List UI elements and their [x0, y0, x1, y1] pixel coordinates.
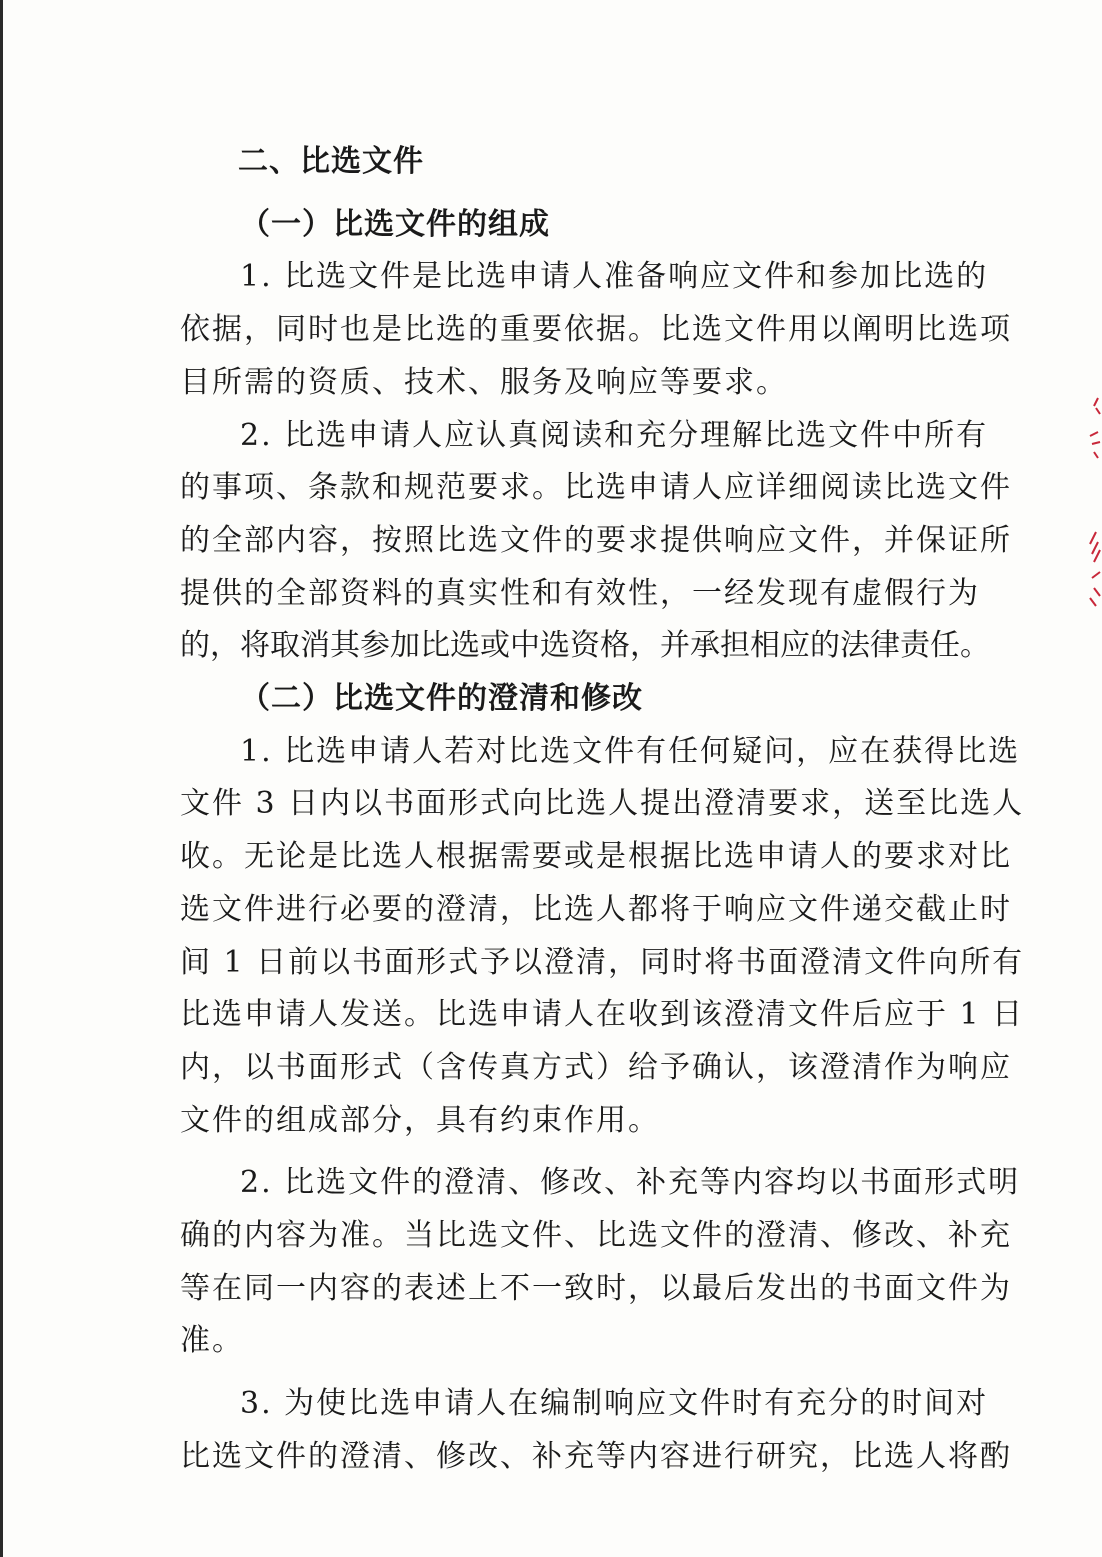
section-heading: 二、比选文件 — [238, 144, 424, 179]
text-line: 3. 为使比选申请人在编制响应文件时有充分的时间对 — [240, 1386, 989, 1422]
text-line: 的事项、条款和规范要求。比选申请人应详细阅读比选文件 — [180, 470, 1012, 506]
text-line: 1. 比选文件是比选申请人准备响应文件和参加比选的 — [240, 259, 989, 295]
text-line: 文件 3 日内以书面形式向比选人提出澄清要求，送至比选人 — [180, 786, 1025, 822]
text-line: 依据，同时也是比选的重要依据。比选文件用以阐明比选项 — [180, 312, 1012, 348]
text-line: 2. 比选文件的澄清、修改、补充等内容均以书面形式明 — [240, 1165, 1021, 1201]
text-line: 2. 比选申请人应认真阅读和充分理解比选文件中所有 — [240, 417, 989, 453]
red-seal-fragment — [1084, 392, 1102, 612]
paragraph — [180, 410, 1012, 674]
text-line: 比选文件的澄清、修改、补充等内容进行研究，比选人将酌 — [180, 1438, 1012, 1474]
text-line: 收。无论是比选人根据需要或是根据比选申请人的要求对比 — [180, 839, 1012, 875]
paragraph — [180, 1157, 1021, 1368]
subsection-heading: （一）比选文件的组成 — [240, 206, 550, 242]
paragraph — [180, 726, 1025, 1148]
text-line: 1. 比选申请人若对比选文件有任何疑问，应在获得比选 — [240, 733, 1021, 769]
paragraph — [180, 1378, 1012, 1483]
text-line: 确的内容为准。当比选文件、比选文件的澄清、修改、补充 — [180, 1218, 1012, 1254]
text-line: 准。 — [180, 1323, 244, 1359]
text-line: 比选申请人发送。比选申请人在收到该澄清文件后应于 1 日 — [180, 997, 1025, 1033]
text-line: 文件的组成部分，具有约束作用。 — [180, 1102, 660, 1138]
text-line: 选文件进行必要的澄清，比选人都将于响应文件递交截止时 — [180, 891, 1012, 927]
text-line: 内，以书面形式（含传真方式）给予确认，该澄清作为响应 — [180, 1049, 1012, 1085]
scan-edge — [0, 0, 3, 1557]
text-line: 间 1 日前以书面形式予以澄清，同时将书面澄清文件向所有 — [180, 944, 1025, 980]
paragraph — [180, 251, 1012, 409]
document-body — [180, 136, 1025, 1484]
text-line: 的，将取消其参加比选或中选资格，并承担相应的法律责任。 — [180, 628, 990, 664]
text-line: 目所需的资质、技术、服务及响应等要求。 — [180, 364, 788, 400]
text-line: 提供的全部资料的真实性和有效性，一经发现有虚假行为 — [180, 575, 980, 611]
subsection-heading: （二）比选文件的澄清和修改 — [240, 681, 643, 717]
text-line: 的全部内容，按照比选文件的要求提供响应文件，并保证所 — [180, 522, 1012, 558]
text-line: 等在同一内容的表述上不一致时，以最后发出的书面文件为 — [180, 1270, 1012, 1306]
